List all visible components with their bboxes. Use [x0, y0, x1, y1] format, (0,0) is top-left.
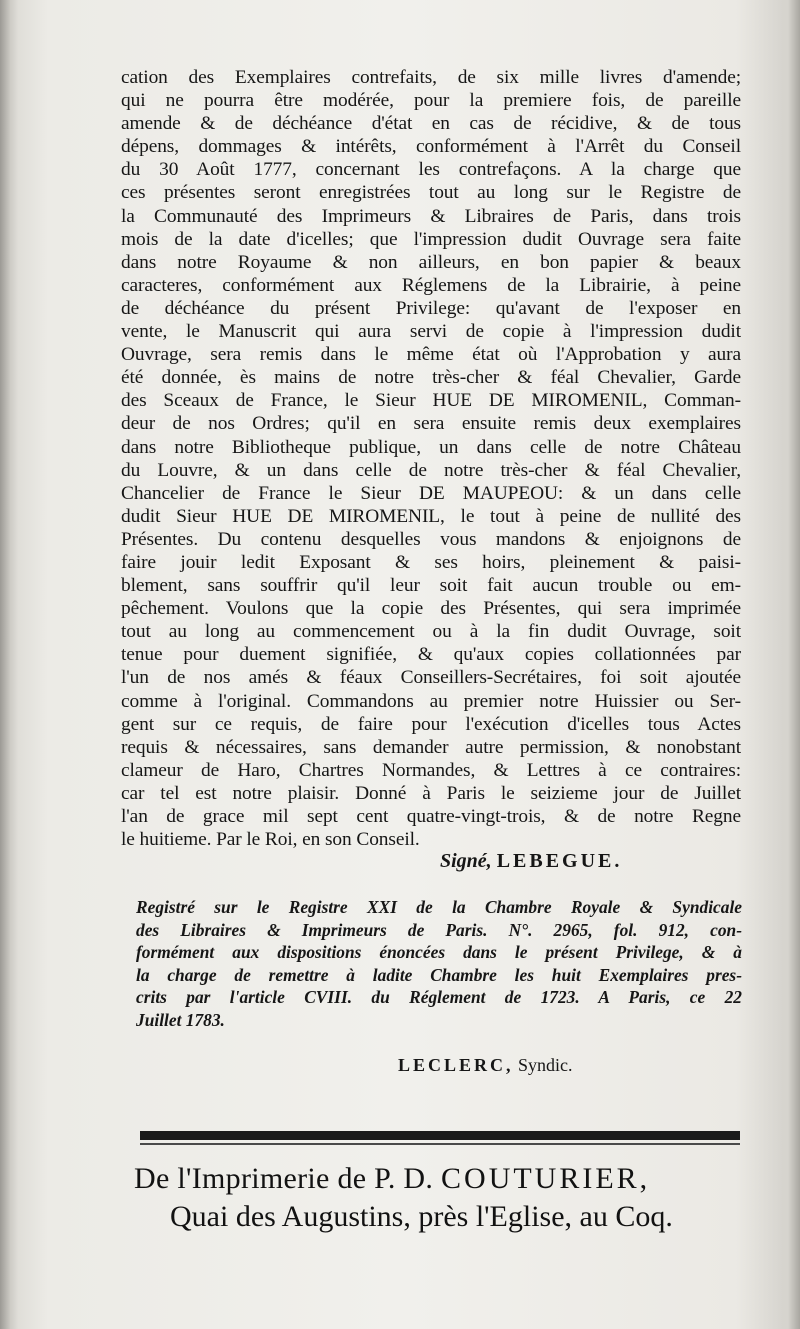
text-line: Chancelier de France le Sieur DE MAUPEOU: & un dans celle [121, 482, 741, 504]
syndic-name: LECLERC, [398, 1055, 514, 1075]
registry-line: la charge de remettre à ladite Chambre les huit Exemplaires pres- [136, 964, 742, 985]
text-line: dépens, dommages & intérêts, conformément à l'Arrêt du Conseil [121, 136, 741, 158]
text-line: dudit Sieur HUE DE MIROMENIL, le tout à peine de nullité des [121, 505, 741, 527]
text-line: gent sur ce requis, de faire pour l'exécution d'icelles tous Actes [121, 713, 741, 735]
text-line: car tel est notre plaisir. Donné à Paris le seizieme jour de Juillet [121, 782, 741, 804]
divider-rule [140, 1131, 740, 1140]
text-line: comme à l'original. Commandons au premier notre Huissier ou Ser- [121, 690, 741, 712]
text-line: mois de la date d'icelles; que l'impression dudit Ouvrage sera faite [121, 228, 741, 250]
syndic-signature [398, 1054, 573, 1076]
registry-note [136, 896, 742, 1031]
text-line: Ouvrage, sera remis dans le même état où l'Approbation y aura [121, 344, 741, 366]
text-line: blement, sans souffrir qu'il leur soit fait aucun trouble ou em- [121, 575, 741, 597]
text-line: vente, le Manuscrit qui aura servi de copie à l'impression dudit [121, 321, 741, 343]
text-line: du Louvre, & un dans celle de notre très-cher & féal Chevalier, [121, 459, 741, 481]
registry-line: Registré sur le Registre XXI de la Chambre Royale & Syndicale [136, 897, 742, 917]
registry-line: formément aux dispositions énoncées dans le présent Privilege, & à [136, 942, 742, 962]
divider-rule-thin [140, 1143, 740, 1145]
syndic-role: Syndic. [518, 1055, 573, 1075]
text-line: la Communauté des Imprimeurs & Libraires de Paris, dans trois [121, 205, 741, 227]
text-line: été donnée, ès mains de notre très-cher & féal Chevalier, Garde [121, 367, 741, 389]
text-line: cation des Exemplaires contrefaits, de six mille livres d'amende; [121, 67, 741, 88]
imprint-prefix: De l'Imprimerie de P. D. [134, 1162, 434, 1195]
registry-line: des Libraires & Imprimeurs de Paris. N°. 2965, fol. 912, con- [136, 919, 742, 940]
page-edge-shadow [778, 0, 800, 1329]
text-line: ces présentes seront enregistrées tout au long sur le Registre de [121, 182, 741, 204]
text-line: deur de nos Ordres; qu'il en sera ensuite remis deux exemplaires [121, 413, 741, 435]
registry-line: crits par l'article CVIII. du Réglement de 1723. A Paris, ce 22 [136, 987, 742, 1007]
imprint-printer-name: COUTURIER, [441, 1162, 651, 1195]
text-line: tout au long au commencement ou à la fin dudit Ouvrage, soit [121, 621, 741, 643]
imprint-line-2: Quai des Augustins, près l'Eglise, au Coq. [170, 1200, 673, 1233]
printer-imprint [134, 1160, 752, 1236]
registry-line: Juillet 1783. [136, 1009, 225, 1030]
text-line: dans notre Royaume & non ailleurs, en bon papier & beaux [121, 251, 741, 273]
text-line: faire jouir ledit Exposant & ses hoirs, pleinement & paisi- [121, 551, 741, 573]
text-line: l'an de grace mil sept cent quatre-vingt-trois, & de notre Regne [121, 806, 741, 827]
signature-line [440, 849, 622, 873]
text-line: requis & nécessaires, sans demander autre permission, & nonobstant [121, 736, 741, 758]
text-line: tenue pour duement signifiée, & qu'aux copies collationnées par [121, 644, 741, 666]
imprint-line-1 [134, 1160, 752, 1198]
text-line: clameur de Haro, Chartres Normandes, & Lettres à ce contraires: [121, 759, 741, 781]
text-line: l'un de nos amés & féaux Conseillers-Secrétaires, foi soit ajoutée [121, 667, 741, 689]
text-line: pêchement. Voulons que la copie des Présentes, qui sera imprimée [121, 598, 741, 620]
text-line: des Sceaux de France, le Sieur HUE DE MIROMENIL, Comman- [121, 390, 741, 412]
text-line: qui ne pourra être modérée, pour la premiere fois, de pareille [121, 90, 741, 112]
text-line: du 30 Août 1777, concernant les contrefaçons. A la charge que [121, 159, 741, 181]
text-line: de déchéance du présent Privilege: qu'avant de l'exposer en [121, 297, 741, 319]
privilege-text [121, 66, 741, 851]
text-line: caracteres, conformément aux Réglemens de la Librairie, à peine [121, 274, 741, 296]
text-line: Présentes. Du contenu desquelles vous mandons & enjoignons de [121, 528, 741, 550]
text-line: amende & de déchéance d'état en cas de récidive, & de tous [121, 113, 741, 135]
signature-prefix: Signé, [440, 850, 492, 872]
signature-name: LEBEGUE. [496, 850, 623, 872]
page-gutter-shadow [0, 0, 18, 1329]
text-line: dans notre Bibliotheque publique, un dans celle de notre Château [121, 436, 741, 458]
text-line: le huitieme. Par le Roi, en son Conseil. [121, 829, 420, 851]
